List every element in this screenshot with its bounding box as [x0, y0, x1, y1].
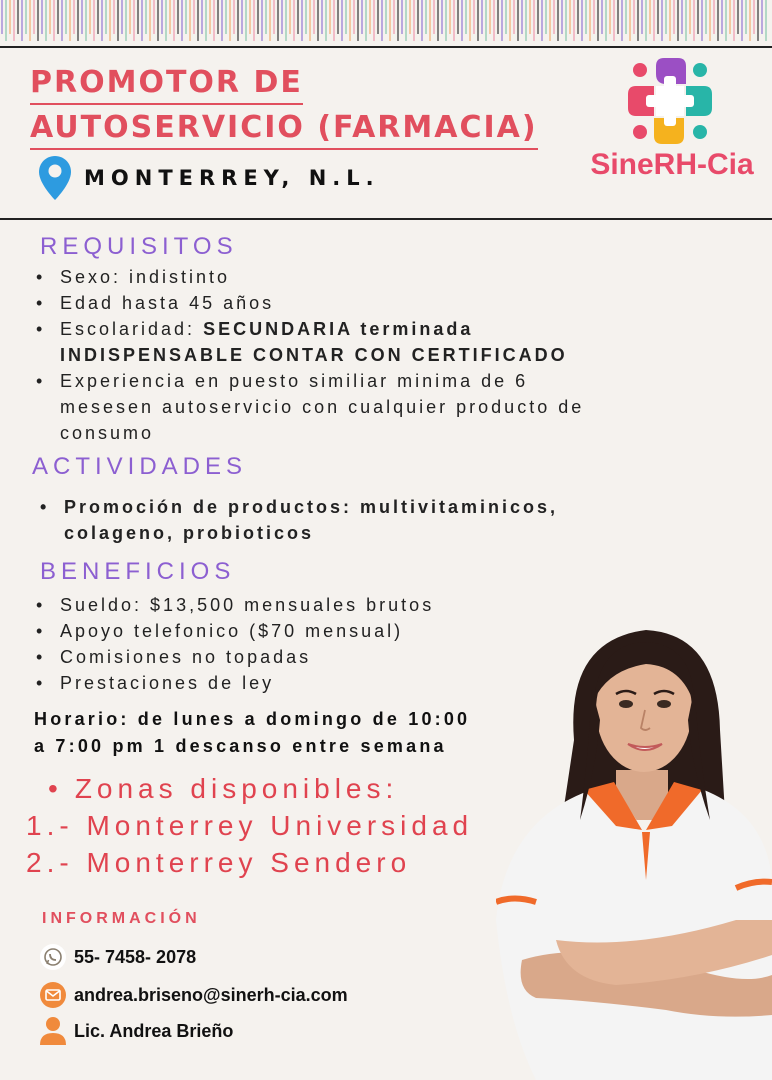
job-title	[30, 60, 570, 150]
horario-line2: a 7:00 pm 1 descanso entre semana	[34, 736, 447, 756]
company-logo	[582, 56, 762, 186]
escolaridad-note: INDISPENSABLE CONTAR CON CERTIFICADO	[60, 345, 568, 365]
contact-name: Lic. Andrea Brieño	[74, 1020, 234, 1041]
person-icon	[38, 1016, 68, 1046]
informacion-heading: INFORMACIÓN	[42, 910, 201, 927]
phone-number[interactable]: 55- 7458- 2078	[74, 946, 197, 967]
actividades-heading: ACTIVIDADES	[32, 453, 248, 480]
location	[38, 155, 380, 201]
promoter-photo	[496, 620, 772, 1080]
phone-contact[interactable]	[38, 942, 196, 972]
horario-line1: Horario: de lunes a domingo de 10:00	[34, 709, 471, 729]
whatsapp-icon	[38, 942, 68, 972]
job-title-line1: PROMOTOR DE	[30, 63, 303, 105]
escolaridad-prefix: Escolaridad:	[60, 319, 204, 339]
logo-text-cia: Cia	[707, 148, 754, 181]
actividades-list	[38, 494, 698, 546]
list-item: • Sueldo: $13,500 mensuales brutos	[34, 592, 574, 618]
experiencia-line1: Experiencia en puesto similiar minima de 6	[60, 371, 529, 391]
decorative-stripe-header	[0, 0, 772, 48]
logo-text-dash: -	[697, 148, 707, 181]
actividades-line1: Promoción de productos: multivitaminicos,	[64, 497, 559, 517]
location-text: MONTERREY, N.L.	[84, 166, 380, 190]
list-item: • Sexo: indistinto	[34, 264, 734, 290]
requisitos-list	[34, 264, 734, 446]
horario	[34, 706, 574, 760]
logo-text-sinerh: SineRH	[590, 148, 697, 181]
escolaridad-level: SECUNDARIA terminada	[203, 319, 474, 339]
logo-cross-mark	[626, 56, 714, 146]
list-item: • Prestaciones de ley	[34, 670, 574, 696]
job-title-line2: AUTOSERVICIO (FARMACIA)	[30, 108, 538, 150]
experiencia-line2: mesesen autoservicio con cualquier producto de	[60, 397, 585, 417]
zonas-heading: • Zonas disponibles:	[26, 770, 586, 807]
list-item: • Apoyo telefonico ($70 mensual)	[34, 618, 574, 644]
beneficios-list	[34, 592, 574, 696]
header-divider	[0, 218, 772, 220]
map-pin-icon	[38, 155, 72, 201]
experiencia-line3: consumo	[60, 423, 155, 443]
list-item	[34, 368, 734, 446]
list-item: • Comisiones no topadas	[34, 644, 574, 670]
zona-item: 1.- Monterrey Universidad	[26, 810, 474, 841]
email-contact[interactable]	[38, 980, 348, 1010]
mail-icon	[38, 980, 68, 1010]
email-address[interactable]: andrea.briseno@sinerh-cia.com	[74, 984, 348, 1005]
zona-item: 2.- Monterrey Sendero	[26, 847, 412, 878]
list-item	[34, 316, 734, 368]
list-item	[38, 494, 698, 546]
list-item: • Edad hasta 45 años	[34, 290, 734, 316]
requisitos-heading: REQUISITOS	[40, 233, 238, 260]
logo-text	[582, 148, 762, 182]
contact-person	[38, 1016, 233, 1046]
beneficios-heading: BENEFICIOS	[40, 558, 236, 585]
actividades-line2: colageno, probioticos	[64, 523, 315, 543]
